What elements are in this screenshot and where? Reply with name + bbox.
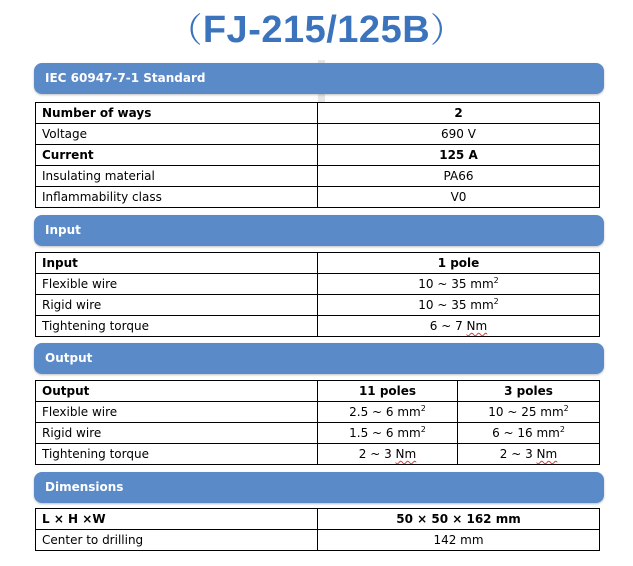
table-row (36, 295, 600, 316)
row-value (318, 316, 600, 337)
row-value: 1 pole (318, 253, 600, 274)
superscript: 2 (493, 276, 499, 285)
value-text: 6 ~ 7 (429, 319, 467, 333)
row-value: V0 (318, 187, 600, 208)
row-label: Flexible wire (36, 402, 318, 423)
row-value (318, 295, 600, 316)
superscript: 2 (493, 297, 499, 306)
value-text: 2.5 ~ 6 mm (349, 405, 421, 419)
value-text: 10 ~ 25 mm (488, 405, 564, 419)
value-text: 2 ~ 3 (358, 447, 396, 461)
row-label: Center to drilling (36, 530, 318, 551)
table-row (36, 166, 600, 187)
row-value: 690 V (318, 124, 600, 145)
row-label: Rigid wire (36, 295, 318, 316)
section-header-output: Output (34, 343, 604, 374)
superscript: 2 (420, 425, 426, 434)
row-label: Tightening torque (36, 444, 318, 465)
row-value: 50 × 50 × 162 mm (318, 509, 600, 530)
row-label: Tightening torque (36, 316, 318, 337)
table-row (36, 274, 600, 295)
row-value: PA66 (318, 166, 600, 187)
superscript: 2 (563, 404, 569, 413)
row-label: Flexible wire (36, 274, 318, 295)
section-header-input: Input (34, 215, 604, 246)
value-text: 2 ~ 3 (499, 447, 537, 461)
table-standard (35, 102, 600, 208)
row-label: Number of ways (36, 103, 318, 124)
row-value: 125 A (318, 145, 600, 166)
section-header-standard: IEC 60947-7-1 Standard (34, 63, 604, 94)
unit-text: Nm (536, 447, 558, 461)
value-text: 1.5 ~ 6 mm (349, 426, 421, 440)
title-text: FJ-215/125B (202, 9, 431, 51)
table-row (36, 530, 600, 551)
value-text: 10 ~ 35 mm (418, 277, 494, 291)
row-value (318, 274, 600, 295)
row-label: Inflammability class (36, 187, 318, 208)
row-value-3-poles: 3 poles (458, 381, 600, 402)
table-row (36, 145, 600, 166)
table-row (36, 381, 600, 402)
table-dimensions (35, 508, 600, 551)
value-text: 6 ~ 16 mm (492, 426, 560, 440)
row-label: Rigid wire (36, 423, 318, 444)
table-row (36, 509, 600, 530)
row-label: Current (36, 145, 318, 166)
row-value-3-poles (458, 423, 600, 444)
row-value-3-poles (458, 444, 600, 465)
table-output (35, 380, 600, 465)
row-value-3-poles (458, 402, 600, 423)
row-value-11-poles: 11 poles (318, 381, 458, 402)
superscript: 2 (420, 404, 426, 413)
unit-text: Nm (395, 447, 417, 461)
table-row (36, 124, 600, 145)
row-value-11-poles (318, 402, 458, 423)
unit-text: Nm (466, 319, 488, 333)
row-label: Output (36, 381, 318, 402)
row-value-11-poles (318, 423, 458, 444)
table-row (36, 187, 600, 208)
row-label: Input (36, 253, 318, 274)
value-text: 10 ~ 35 mm (418, 298, 494, 312)
section-header-dimensions: Dimensions (34, 472, 604, 503)
row-label: Voltage (36, 124, 318, 145)
table-row (36, 444, 600, 465)
table-row (36, 402, 600, 423)
page-title (0, 8, 633, 53)
table-row (36, 103, 600, 124)
table-input (35, 252, 600, 337)
row-label: Insulating material (36, 166, 318, 187)
row-label: L × H ×W (36, 509, 318, 530)
table-row (36, 423, 600, 444)
table-row (36, 253, 600, 274)
superscript: 2 (559, 425, 565, 434)
row-value: 142 mm (318, 530, 600, 551)
title-close-paren: ） (430, 12, 465, 50)
table-row (36, 316, 600, 337)
row-value: 2 (318, 103, 600, 124)
title-open-paren: （ (168, 12, 203, 50)
row-value-11-poles (318, 444, 458, 465)
